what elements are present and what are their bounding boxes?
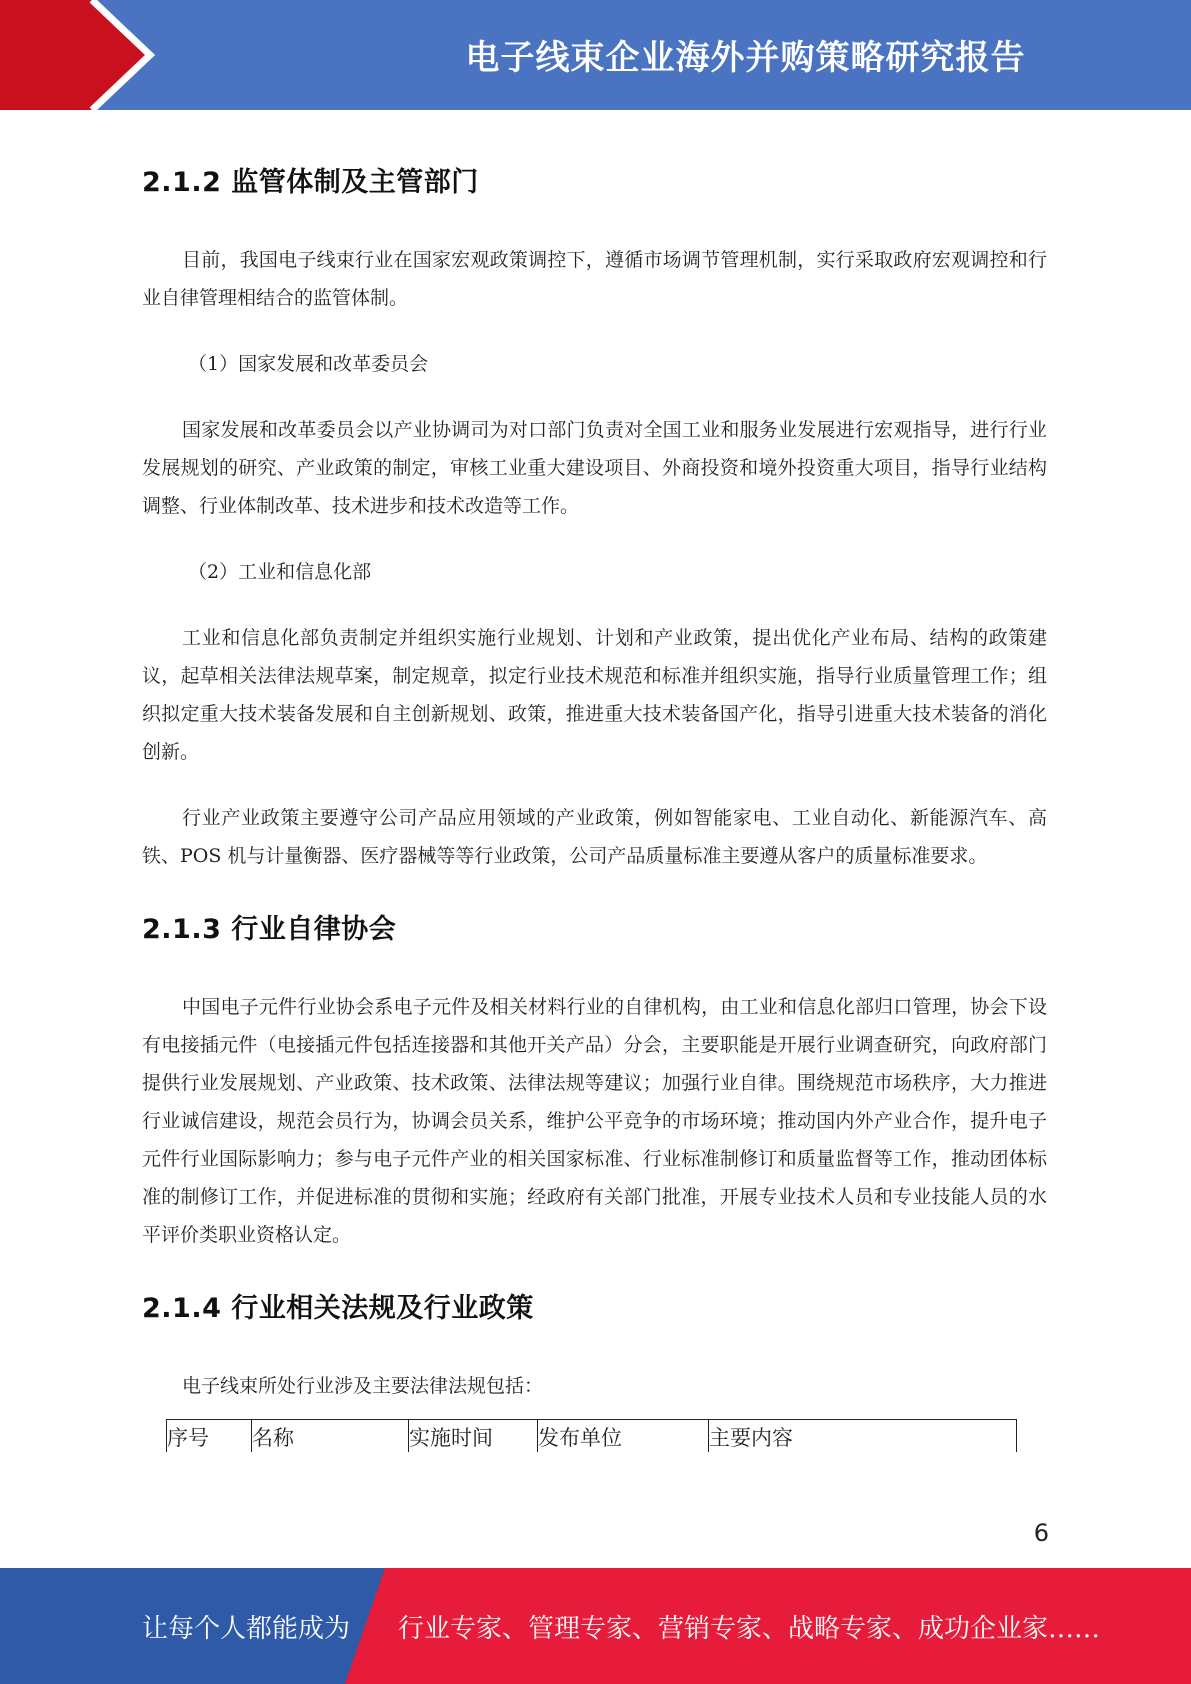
paragraph-ndrc: 国家发展和改革委员会以产业协调司为对口部门负责对全国工业和服务业发展进行宏观指导，进行行业发展规划的研究、产业政策的制定，审核工业重大建设项目、外商投资和境外投资重大项目，指导行业结构调整、行业体制改革、技术进步和技术改造等工作。 <box>142 419 1047 517</box>
laws-table <box>166 1419 1017 1452</box>
list-item-miit-title: （2）工业和信息化部 <box>188 561 372 583</box>
table-header-cell: 发布单位 <box>538 1420 709 1453</box>
section-heading-2-1-3: 2.1.3 行业自律协会 <box>142 914 397 945</box>
footer-slogan-left: 让每个人都能成为 <box>142 1613 351 1644</box>
page-footer-banner <box>0 1568 1191 1684</box>
table-header-cell: 序号 <box>167 1420 252 1453</box>
table-header-row <box>167 1420 1017 1453</box>
report-title: 电子线束企业海外并购策略研究报告 <box>465 37 1026 78</box>
table-header-cell: 主要内容 <box>709 1420 1017 1453</box>
section-heading-2-1-2: 2.1.2 监管体制及主管部门 <box>142 167 479 198</box>
page-number: 6 <box>1033 1519 1049 1547</box>
paragraph-association: 中国电子元件行业协会系电子元件及相关材料行业的自律机构，由工业和信息化部归口管理，协会下设有电接插元件（电接插元件包括连接器和其他开关产品）分会，主要职能是开展行业调查研究，向政府部门提供行业发展规划、产业政策、技术政策、法律法规等建议；加强行业自律。围绕规范市场秩序，大力推进行业诚信建设，规范会员行为，协调会员关系，维护公平竞争的市场环境；推动国内外产业合作，提升电子元件行业国际影响力；参与电子元件产业的相关国家标准、行业标准制修订和质量监督等工作，推动团体标准的制修订工作，并促进标准的贯彻和实施；经政府有关部门批准，开展专业技术人员和专业技能人员的水平评价类职业资格认定。 <box>142 996 1047 1246</box>
footer-slogan-right: 行业专家、管理专家、营销专家、战略专家、成功企业家…… <box>398 1613 1101 1644</box>
paragraph-industry-policy: 行业产业政策主要遵守公司产品应用领域的产业政策，例如智能家电、工业自动化、新能源汽车、高铁、POS 机与计量衡器、医疗器械等等行业政策，公司产品质量标准主要遵从客户的质量标准要求。 <box>142 807 1047 867</box>
paragraph-laws-intro: 电子线束所处行业涉及主要法律法规包括： <box>182 1375 544 1397</box>
header-red-arrow-shape <box>0 0 260 110</box>
table-header-cell: 名称 <box>252 1420 409 1453</box>
section-heading-2-1-4: 2.1.4 行业相关法规及行业政策 <box>142 1293 534 1324</box>
paragraph-regulatory-intro: 目前，我国电子线束行业在国家宏观政策调控下，遵循市场调节管理机制，实行采取政府宏观调控和行业自律管理相结合的监管体制。 <box>142 249 1047 309</box>
document-body <box>142 160 1047 1452</box>
table-header-cell: 实施时间 <box>409 1420 538 1453</box>
paragraph-miit: 工业和信息化部负责制定并组织实施行业规划、计划和产业政策，提出优化产业布局、结构的政策建议，起草相关法律法规草案，制定规章，拟定行业技术规范和标准并组织实施，指导行业质量管理工作；组织拟定重大技术装备发展和自主创新规划、政策，推进重大技术装备国产化，指导引进重大技术装备的消化创新。 <box>142 627 1047 763</box>
page-header-banner <box>0 0 1191 110</box>
list-item-ndrc-title: （1）国家发展和改革委员会 <box>188 353 429 375</box>
